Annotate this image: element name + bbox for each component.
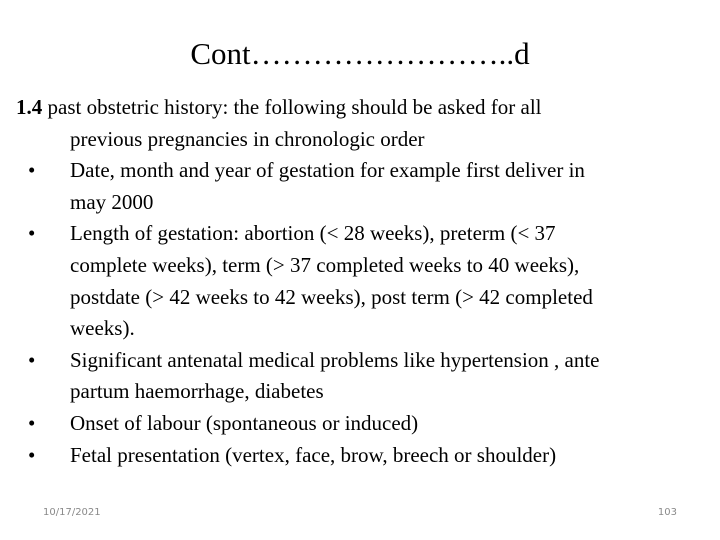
- bullet-line: Onset of labour (spontaneous or induced): [70, 410, 419, 435]
- section-number: 1.4: [16, 95, 43, 119]
- bullet-icon: •: [28, 158, 36, 183]
- bullet-line: partum haemorrhage, diabetes: [70, 379, 324, 404]
- bullet-line: Length of gestation: abortion (< 28 weeks), preterm (< 37: [70, 221, 556, 246]
- slide-body: [0, 92, 720, 471]
- bullet-line: complete weeks), term (> 37 completed weeks to 40 weeks),: [70, 252, 580, 277]
- bullet-item: [0, 440, 720, 472]
- bullet-line: Significant antenatal medical problems like hypertension , ante: [70, 347, 600, 372]
- slide-number: 103: [657, 507, 677, 518]
- bullet-line: postdate (> 42 weeks to 42 weeks), post term (> 42 completed: [70, 284, 593, 309]
- bullet-line: Date, month and year of gestation for example first deliver in: [70, 158, 585, 183]
- bullet-line: Fetal presentation (vertex, face, brow, breech or shoulder): [70, 442, 557, 467]
- bullet-line: weeks).: [70, 316, 135, 341]
- intro-paragraph: [0, 92, 720, 155]
- bullet-icon: •: [28, 410, 36, 435]
- bullet-item: [0, 345, 720, 408]
- bullet-icon: •: [28, 442, 36, 467]
- intro-line: past obstetric history: the following should be asked for all: [47, 95, 542, 119]
- bullet-icon: •: [28, 221, 36, 246]
- slide-date: 10/17/2021: [43, 507, 101, 518]
- bullet-item: [0, 155, 720, 218]
- bullet-icon: •: [28, 347, 36, 372]
- slide-title: Cont……………………..d: [190, 36, 530, 71]
- intro-line: previous pregnancies in chronologic order: [70, 126, 425, 151]
- bullet-line: may 2000: [70, 189, 154, 214]
- bullet-item: [0, 218, 720, 344]
- bullet-item: [0, 408, 720, 440]
